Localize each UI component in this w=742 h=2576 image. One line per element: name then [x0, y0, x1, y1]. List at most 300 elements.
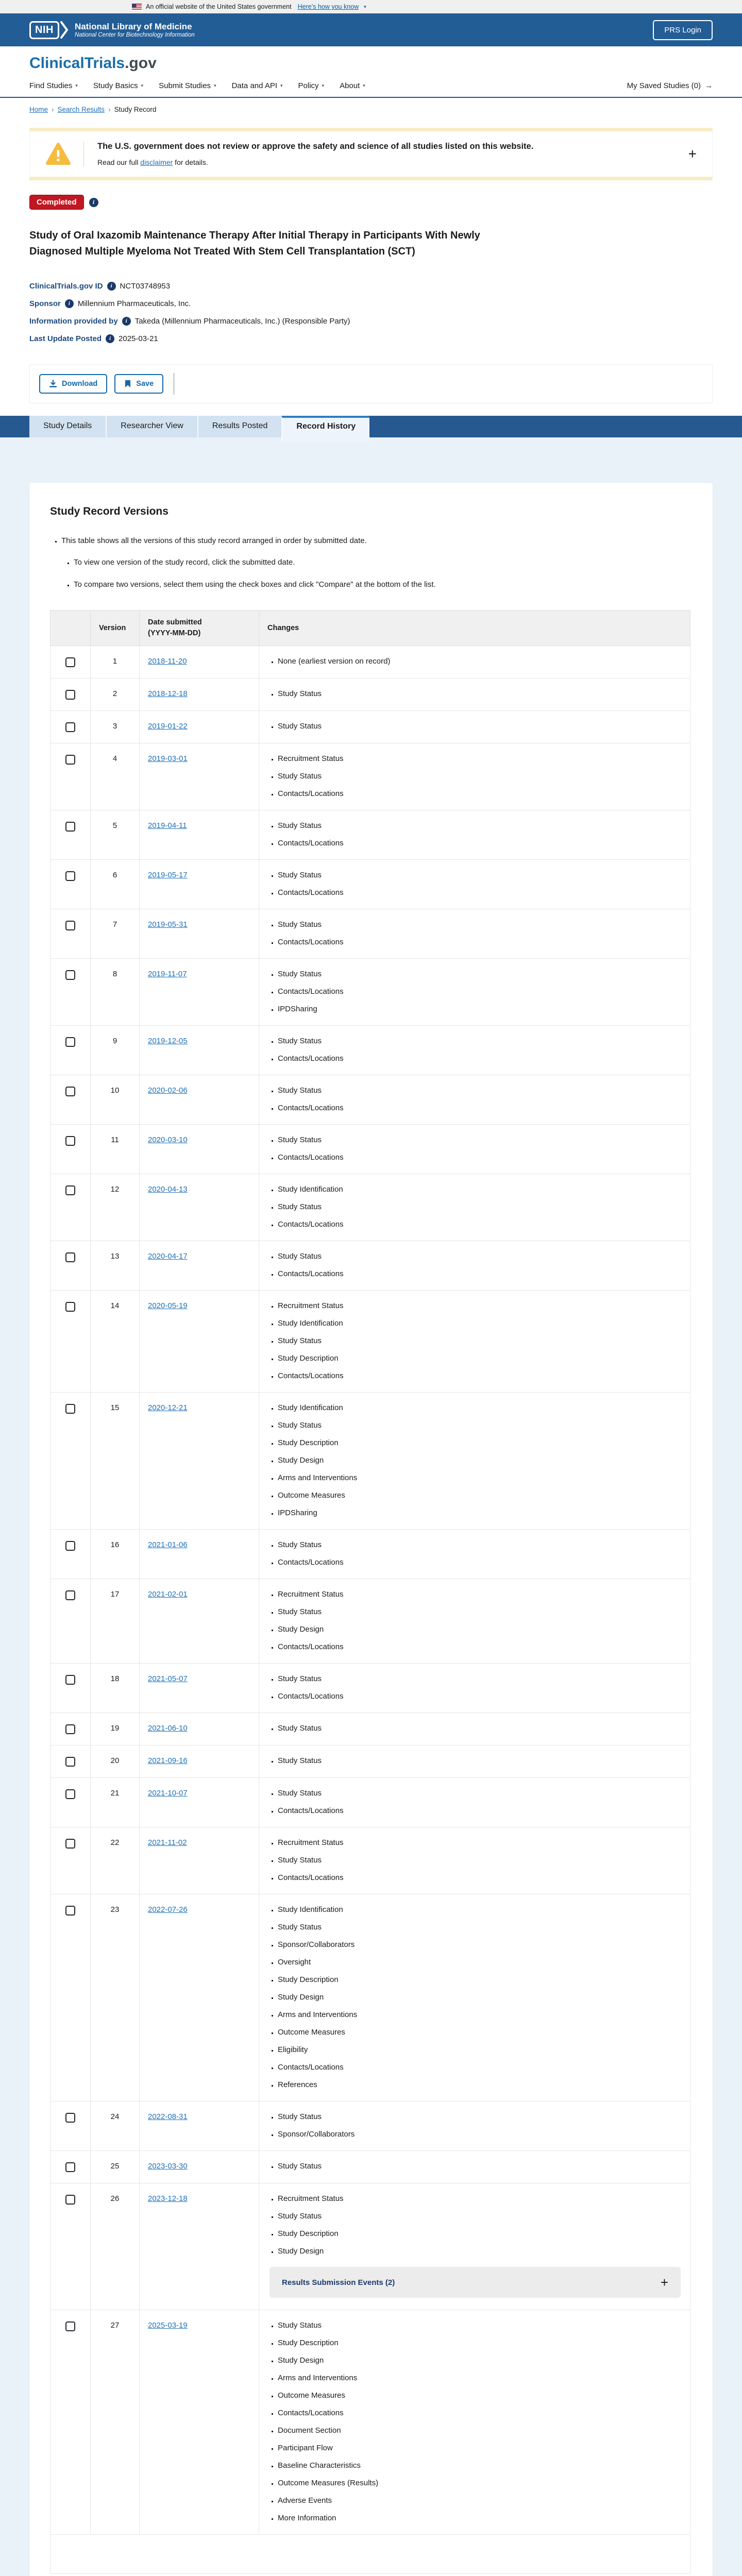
- change-item: ▪ Study Design: [278, 1456, 682, 1465]
- version-number-cell: 25: [91, 2151, 140, 2183]
- change-item: ▪ Study Status: [278, 1540, 682, 1549]
- change-item: ▪ Study Design: [278, 2247, 682, 2256]
- changes-list: [267, 2194, 682, 2256]
- version-checkbox[interactable]: [65, 1675, 75, 1685]
- version-checkbox[interactable]: [65, 970, 75, 980]
- checkbox-cell: [50, 1664, 91, 1713]
- changes-list: [267, 1301, 682, 1380]
- changes-cell: [259, 743, 690, 810]
- version-number-cell: 27: [91, 2310, 140, 2535]
- changes-cell: [259, 1713, 690, 1745]
- date-submitted-link[interactable]: 2021-09-16: [148, 1756, 188, 1766]
- changes-list: [267, 2162, 682, 2171]
- changes-cell: [259, 646, 690, 679]
- version-checkbox[interactable]: [65, 1541, 75, 1551]
- date-cell: [140, 1745, 259, 1778]
- disclaimer-link[interactable]: disclaimer: [140, 158, 173, 166]
- date-submitted-link[interactable]: 2018-11-20: [148, 657, 187, 666]
- date-cell: [140, 1894, 259, 2102]
- change-item: ▪ Study Status: [278, 1856, 682, 1865]
- table-footer-row: [50, 2535, 690, 2574]
- study-title: Study of Oral Ixazomib Maintenance Therapy After Initial Therapy in Participants With Newly Diagnosed Multiple Myeloma Not Treated With Stem Cell Transplantation (SCT): [29, 230, 480, 258]
- nav-item-policy[interactable]: [298, 81, 325, 90]
- date-submitted-link[interactable]: 2019-05-31: [148, 920, 188, 929]
- breadcrumb-separator: ›: [52, 106, 54, 113]
- checkbox-cell: [50, 1291, 91, 1393]
- date-cell: [140, 1291, 259, 1393]
- date-submitted-link[interactable]: 2022-07-26: [148, 1905, 188, 1914]
- change-item: ▪ Oversight: [278, 1958, 682, 1967]
- date-cell: [140, 1778, 259, 1827]
- breadcrumb-link-search-results[interactable]: Search Results: [57, 106, 105, 113]
- version-number-cell: 26: [91, 2183, 140, 2310]
- date-submitted-link[interactable]: 2019-01-22: [148, 722, 188, 731]
- version-checkbox[interactable]: [65, 1302, 75, 1312]
- change-item: ▪ Study Identification: [278, 1403, 682, 1412]
- date-header-line1: Date submitted: [148, 618, 202, 627]
- nav-item-submit-studies[interactable]: [159, 81, 216, 90]
- gov-banner-text: An official website of the United States government: [146, 3, 292, 10]
- date-cell: [140, 1393, 259, 1530]
- bookmark-icon: [124, 380, 131, 388]
- table-row: [50, 1778, 690, 1827]
- change-item: ▪ Study Status: [278, 1789, 682, 1798]
- changes-cell: [259, 860, 690, 909]
- field-label: Sponsor: [29, 299, 61, 308]
- checkbox-cell: [50, 2102, 91, 2151]
- version-checkbox[interactable]: [65, 1724, 75, 1734]
- changes-list: [267, 1789, 682, 1815]
- date-cell: [140, 860, 259, 909]
- change-item: ▪ Recruitment Status: [278, 1590, 682, 1599]
- version-number-cell: 19: [91, 1713, 140, 1745]
- download-button[interactable]: [39, 374, 107, 394]
- change-item: ▪ Study Identification: [278, 1185, 682, 1194]
- chevron-down-icon: ▾: [214, 83, 216, 88]
- changes-cell: [259, 810, 690, 860]
- how-you-know-link[interactable]: Here’s how you know: [297, 3, 359, 10]
- table-row: [50, 1664, 690, 1713]
- change-item: ▪ Contacts/Locations: [278, 1054, 682, 1063]
- changes-list: [267, 1403, 682, 1517]
- table-row: [50, 1125, 690, 1174]
- change-item: ▪ Contacts/Locations: [278, 987, 682, 996]
- date-cell: [140, 1125, 259, 1174]
- changes-list: [267, 821, 682, 848]
- version-checkbox[interactable]: [65, 2162, 75, 2172]
- checkbox-cell: [50, 1778, 91, 1827]
- field-label: Last Update Posted: [29, 334, 102, 343]
- version-checkbox[interactable]: [65, 690, 75, 700]
- save-button[interactable]: [114, 374, 163, 394]
- version-checkbox[interactable]: [65, 2195, 75, 2205]
- download-label: Download: [62, 379, 98, 388]
- change-item: ▪ Study Identification: [278, 1319, 682, 1328]
- nav-item-about[interactable]: [340, 81, 365, 90]
- expand-banner-icon[interactable]: +: [688, 146, 697, 162]
- date-submitted-link[interactable]: 2023-12-18: [148, 2194, 188, 2204]
- date-submitted-link[interactable]: 2021-01-06: [148, 1540, 188, 1550]
- change-item: ▪ References: [278, 2080, 682, 2089]
- table-row: [50, 1291, 690, 1393]
- date-submitted-link[interactable]: 2021-05-07: [148, 1674, 188, 1684]
- table-row: [50, 1026, 690, 1075]
- checkbox-cell: [50, 1026, 91, 1075]
- date-submitted-link[interactable]: 2020-02-06: [148, 1086, 188, 1095]
- date-submitted-link[interactable]: 2019-04-11: [148, 821, 187, 831]
- date-submitted-link[interactable]: 2020-04-13: [148, 1185, 188, 1194]
- date-cell: [140, 711, 259, 743]
- field-value: Millennium Pharmaceuticals, Inc.: [77, 299, 191, 308]
- table-row: [50, 2183, 690, 2310]
- tab-record-history[interactable]: Record History: [281, 416, 369, 442]
- clinicaltrials-logo[interactable]: [29, 55, 157, 72]
- record-history-panel: [0, 437, 742, 2576]
- nih-acronym: NIH: [29, 21, 59, 39]
- date-submitted-link[interactable]: 2025-03-19: [148, 2321, 188, 2330]
- change-item: ▪ Contacts/Locations: [278, 938, 682, 946]
- changes-list: [267, 1136, 682, 1162]
- version-checkbox[interactable]: [65, 2113, 75, 2123]
- table-row: [50, 2151, 690, 2183]
- version-number-cell: 7: [91, 909, 140, 959]
- nih-header: [0, 13, 742, 46]
- table-row: [50, 860, 690, 909]
- nav-item-label: Submit Studies: [159, 81, 211, 90]
- tab-researcher-view[interactable]: Researcher View: [106, 416, 197, 437]
- change-item: ▪ Study Design: [278, 2356, 682, 2365]
- changes-list: [267, 1838, 682, 1882]
- change-item: ▪ Study Description: [278, 1975, 682, 1984]
- date-submitted-link[interactable]: 2019-12-05: [148, 1037, 188, 1046]
- change-item: ▪ Contacts/Locations: [278, 789, 682, 798]
- field-label: Information provided by: [29, 316, 118, 326]
- date-cell: [140, 1827, 259, 1894]
- change-item: ▪ Study Status: [278, 1756, 682, 1765]
- change-item: ▪ Recruitment Status: [278, 2194, 682, 2203]
- changes-cell: [259, 1291, 690, 1393]
- change-item: ▪ Study Status: [278, 1923, 682, 1931]
- changes-list: [267, 1086, 682, 1112]
- intro-text: This table shows all the versions of this study record arranged in order by submitted date.: [61, 536, 367, 545]
- date-column-header: [140, 611, 259, 646]
- changes-cell: [259, 1894, 690, 2102]
- intro-list: [50, 535, 690, 591]
- version-checkbox[interactable]: [65, 1590, 75, 1600]
- change-item: ▪ Study Status: [278, 1674, 682, 1683]
- prs-login-button[interactable]: PRS Login: [653, 20, 713, 40]
- usa-gov-banner: [0, 0, 742, 13]
- version-number-cell: 18: [91, 1664, 140, 1713]
- study-field-sponsor: [29, 299, 713, 308]
- changes-list: [267, 1185, 682, 1229]
- version-checkbox[interactable]: [65, 1404, 75, 1414]
- changes-cell: [259, 1075, 690, 1125]
- date-cell: [140, 646, 259, 679]
- change-item: ▪ Contacts/Locations: [278, 1104, 682, 1112]
- date-cell: [140, 1241, 259, 1291]
- nlm-title: National Library of Medicine: [74, 22, 192, 32]
- date-submitted-link[interactable]: 2020-03-10: [148, 1136, 188, 1145]
- changes-cell: [259, 2183, 690, 2310]
- checkbox-cell: [50, 679, 91, 711]
- breadcrumb-separator: ›: [108, 106, 111, 113]
- version-number-cell: 22: [91, 1827, 140, 1894]
- change-item: ▪ Contacts/Locations: [278, 839, 682, 848]
- change-item: ▪ Outcome Measures: [278, 2028, 682, 2037]
- arrow-right-icon: →: [705, 81, 713, 90]
- change-item: ▪ Study Description: [278, 2338, 682, 2347]
- changes-list: [267, 1252, 682, 1278]
- change-item: ▪ Study Status: [278, 2321, 682, 2330]
- change-item: ▪ Study Status: [278, 970, 682, 978]
- study-toolbar: [29, 364, 713, 403]
- changes-cell: [259, 1026, 690, 1075]
- tab-study-details[interactable]: Study Details: [29, 416, 106, 437]
- change-item: ▪ IPDSharing: [278, 1509, 682, 1517]
- changes-column-header: Changes: [259, 611, 690, 646]
- disclaimer-body-suffix: for details.: [173, 158, 208, 166]
- date-cell: [140, 909, 259, 959]
- date-submitted-link[interactable]: 2023-03-30: [148, 2162, 188, 2171]
- change-item: ▪ Contacts/Locations: [278, 2409, 682, 2417]
- date-submitted-link[interactable]: 2022-08-31: [148, 2112, 188, 2122]
- checkbox-cell: [50, 1530, 91, 1579]
- version-checkbox[interactable]: [65, 1757, 75, 1767]
- study-record-versions-card: [29, 483, 713, 2576]
- changes-list: [267, 1674, 682, 1701]
- changes-cell: [259, 1778, 690, 1827]
- change-item: ▪ Arms and Interventions: [278, 2010, 682, 2019]
- table-row: [50, 1713, 690, 1745]
- version-number-cell: 15: [91, 1393, 140, 1530]
- changes-cell: [259, 1241, 690, 1291]
- info-icon[interactable]: i: [106, 334, 114, 343]
- table-header-row: [50, 611, 690, 646]
- change-item: ▪ Study Status: [278, 1086, 682, 1095]
- info-icon[interactable]: i: [65, 299, 74, 308]
- change-item: ▪ Study Status: [278, 689, 682, 698]
- version-checkbox[interactable]: [65, 1789, 75, 1799]
- change-item: ▪ Study Status: [278, 821, 682, 830]
- change-item: ▪ Study Status: [278, 772, 682, 781]
- checkbox-cell: [50, 1894, 91, 2102]
- version-number-cell: 12: [91, 1174, 140, 1241]
- checkbox-cell: [50, 1241, 91, 1291]
- checkbox-column-header: [50, 611, 91, 646]
- date-cell: [140, 2310, 259, 2535]
- disclaimer-body-prefix: Read our full: [97, 158, 141, 166]
- tab-results-posted[interactable]: Results Posted: [197, 416, 282, 437]
- change-item: ▪ Study Status: [278, 1724, 682, 1733]
- breadcrumb-current: Study Record: [114, 106, 157, 113]
- changes-list: [267, 657, 682, 666]
- nav-item-label: Policy: [298, 81, 319, 90]
- table-row: [50, 1745, 690, 1778]
- date-cell: [140, 743, 259, 810]
- table-row: [50, 679, 690, 711]
- version-checkbox[interactable]: [65, 1136, 75, 1146]
- date-cell: [140, 2151, 259, 2183]
- changes-cell: [259, 1745, 690, 1778]
- expand-results-icon[interactable]: +: [660, 2275, 668, 2291]
- change-item: ▪ Recruitment Status: [278, 1301, 682, 1310]
- version-checkbox[interactable]: [65, 722, 75, 732]
- checkbox-cell: [50, 1745, 91, 1778]
- field-value: 2025-03-21: [119, 334, 158, 343]
- change-item: ▪ Contacts/Locations: [278, 1558, 682, 1567]
- change-item: ▪ Study Status: [278, 1607, 682, 1616]
- date-submitted-link[interactable]: 2020-04-17: [148, 1252, 188, 1261]
- version-number-cell: 24: [91, 2102, 140, 2151]
- date-cell: [140, 1664, 259, 1713]
- changes-list: [267, 689, 682, 698]
- info-icon[interactable]: i: [122, 317, 131, 326]
- status-badge: Completed: [29, 195, 84, 210]
- date-submitted-link[interactable]: 2021-02-01: [148, 1590, 188, 1599]
- section-heading: Study Record Versions: [50, 505, 168, 517]
- change-item: ▪ Sponsor/Collaborators: [278, 1940, 682, 1949]
- version-number-cell: 4: [91, 743, 140, 810]
- changes-list: [267, 1724, 682, 1733]
- change-item: ▪ Document Section: [278, 2426, 682, 2435]
- study-field-information-provided-by: [29, 317, 713, 326]
- change-item: ▪ Arms and Interventions: [278, 1473, 682, 1482]
- change-item: ▪ Study Description: [278, 1438, 682, 1447]
- change-item: ▪ Study Description: [278, 1354, 682, 1363]
- date-submitted-link[interactable]: 2020-05-19: [148, 1301, 188, 1311]
- change-item: ▪ Study Design: [278, 1625, 682, 1634]
- date-cell: [140, 2102, 259, 2151]
- changes-list: [267, 920, 682, 946]
- checkbox-cell: [50, 1174, 91, 1241]
- date-cell: [140, 1026, 259, 1075]
- chevron-down-icon: ▾: [363, 83, 365, 88]
- date-cell: [140, 959, 259, 1026]
- change-item: ▪ Study Description: [278, 2229, 682, 2238]
- change-item: ▪ Baseline Characteristics: [278, 2461, 682, 2470]
- version-checkbox[interactable]: [65, 822, 75, 832]
- nav-item-data-and-api[interactable]: [232, 81, 283, 90]
- table-row: [50, 2102, 690, 2151]
- changes-cell: [259, 1125, 690, 1174]
- info-icon[interactable]: i: [89, 198, 98, 207]
- changes-cell: [259, 1664, 690, 1713]
- version-checkbox[interactable]: [65, 1037, 75, 1047]
- breadcrumb-link-home[interactable]: Home: [29, 106, 48, 113]
- checkbox-cell: [50, 2183, 91, 2310]
- date-submitted-link[interactable]: 2018-12-18: [148, 689, 188, 699]
- changes-cell: [259, 679, 690, 711]
- version-checkbox[interactable]: [65, 1252, 75, 1262]
- changes-list: [267, 1905, 682, 2089]
- date-submitted-link[interactable]: 2019-05-17: [148, 871, 188, 880]
- version-checkbox[interactable]: [65, 2321, 75, 2331]
- changes-cell: [259, 1827, 690, 1894]
- nav-item-find-studies[interactable]: [29, 81, 78, 90]
- nih-chevron-icon: [60, 21, 69, 39]
- table-row: [50, 909, 690, 959]
- change-item: ▪ Study Status: [278, 1037, 682, 1045]
- date-submitted-link[interactable]: 2019-03-01: [148, 754, 188, 764]
- version-checkbox[interactable]: [65, 755, 75, 765]
- change-item: ▪ Contacts/Locations: [278, 1873, 682, 1882]
- version-checkbox[interactable]: [65, 1087, 75, 1096]
- date-cell: [140, 1579, 259, 1664]
- nav-item-label: Study Basics: [93, 81, 138, 90]
- change-item: ▪ Outcome Measures: [278, 1491, 682, 1500]
- results-submission-events-panel[interactable]: [269, 2267, 681, 2298]
- change-item: ▪ Contacts/Locations: [278, 888, 682, 897]
- nlm-wordmark: [75, 22, 195, 38]
- version-number-cell: 13: [91, 1241, 140, 1291]
- my-saved-studies-link[interactable]: [627, 81, 713, 90]
- date-submitted-link[interactable]: 2021-10-07: [148, 1789, 188, 1798]
- version-checkbox[interactable]: [65, 871, 75, 881]
- date-cell: [140, 1713, 259, 1745]
- table-row: [50, 1393, 690, 1530]
- change-item: ▪ Outcome Measures (Results): [278, 2479, 682, 2487]
- disclaimer-banner: [29, 128, 713, 180]
- change-item: ▪ Contacts/Locations: [278, 2063, 682, 2072]
- change-item: ▪ Recruitment Status: [278, 1838, 682, 1847]
- table-row: [50, 959, 690, 1026]
- changes-list: [267, 1590, 682, 1651]
- table-row: [50, 646, 690, 679]
- change-item: ▪ Arms and Interventions: [278, 2374, 682, 2382]
- checkbox-cell: [50, 2151, 91, 2183]
- date-submitted-link[interactable]: 2020-12-21: [148, 1403, 188, 1413]
- table-row: [50, 1075, 690, 1125]
- change-item: ▪ Study Status: [278, 1421, 682, 1430]
- nav-item-label: Find Studies: [29, 81, 73, 90]
- change-item: ▪ Study Identification: [278, 1905, 682, 1914]
- changes-list: [267, 1756, 682, 1765]
- date-cell: [140, 2183, 259, 2310]
- save-label: Save: [136, 379, 154, 388]
- date-header-line2: (YYYY-MM-DD): [148, 629, 201, 638]
- version-checkbox[interactable]: [65, 657, 75, 667]
- nih-logo[interactable]: [29, 21, 69, 39]
- version-checkbox[interactable]: [65, 1839, 75, 1849]
- info-icon[interactable]: i: [107, 282, 116, 291]
- changes-list: [267, 970, 682, 1013]
- date-submitted-link[interactable]: 2021-11-02: [148, 1838, 187, 1848]
- version-number-cell: 1: [91, 646, 140, 679]
- nav-item-study-basics[interactable]: [93, 81, 143, 90]
- changes-list: [267, 754, 682, 798]
- saved-label: My Saved Studies (0): [627, 81, 701, 90]
- field-label: ClinicalTrials.gov ID: [29, 281, 103, 291]
- date-cell: [140, 1530, 259, 1579]
- changes-cell: [259, 1393, 690, 1530]
- table-row: [50, 1579, 690, 1664]
- date-submitted-link[interactable]: 2019-11-07: [148, 970, 187, 979]
- version-checkbox[interactable]: [65, 1185, 75, 1195]
- versions-table: [50, 610, 690, 2574]
- date-submitted-link[interactable]: 2021-06-10: [148, 1724, 188, 1733]
- change-item: ▪ Study Status: [278, 1336, 682, 1345]
- change-item: ▪ Contacts/Locations: [278, 1642, 682, 1651]
- chevron-down-icon: ▾: [364, 4, 366, 9]
- version-checkbox[interactable]: [65, 1906, 75, 1916]
- checkbox-cell: [50, 1579, 91, 1664]
- table-row: [50, 743, 690, 810]
- brand-main: ClinicalTrials: [29, 55, 125, 72]
- table-row: [50, 1174, 690, 1241]
- change-item: ▪ Study Status: [278, 2212, 682, 2221]
- version-checkbox[interactable]: [65, 921, 75, 930]
